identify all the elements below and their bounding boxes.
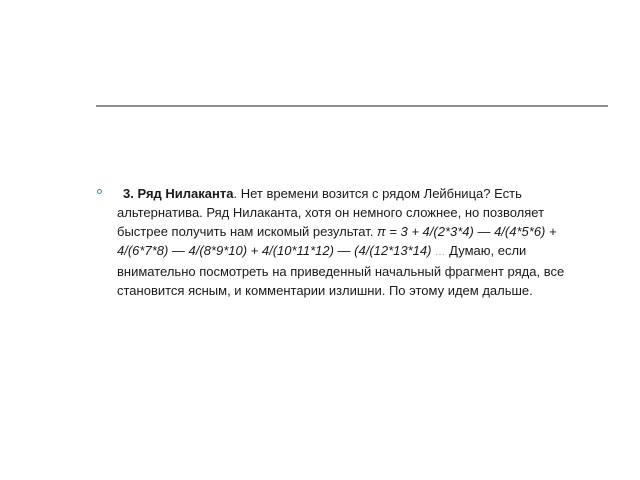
bullet-item [97, 184, 597, 300]
nilakantha-formula: π = 3 + 4/(2*3*4) — 4/(4*5*6) + 4/(6*7*8) — 4/(8*9*10) + 4/(10*11*12) — (4/(12*13*14) [117, 224, 557, 258]
bullet-text [117, 184, 597, 300]
outro-text: Думаю, если внимательно посмотреть на приведенный начальный фрагмент ряда, все становится ясным, и комментарии излишни. По этому идем дальше. [117, 243, 565, 298]
intro-text: . Нет времени возится с рядом Лейбница? Есть альтернатива. Ряд Нилаканта, хотя он немного сложнее, но позволяет быстрее получить нам искомый результат. [117, 186, 545, 239]
ellipsis: … [431, 246, 446, 258]
bullet-circle-icon [97, 189, 102, 194]
section-heading: 3. Ряд Нилаканта [123, 186, 234, 201]
slide-body [97, 184, 597, 300]
title-divider [96, 105, 608, 107]
